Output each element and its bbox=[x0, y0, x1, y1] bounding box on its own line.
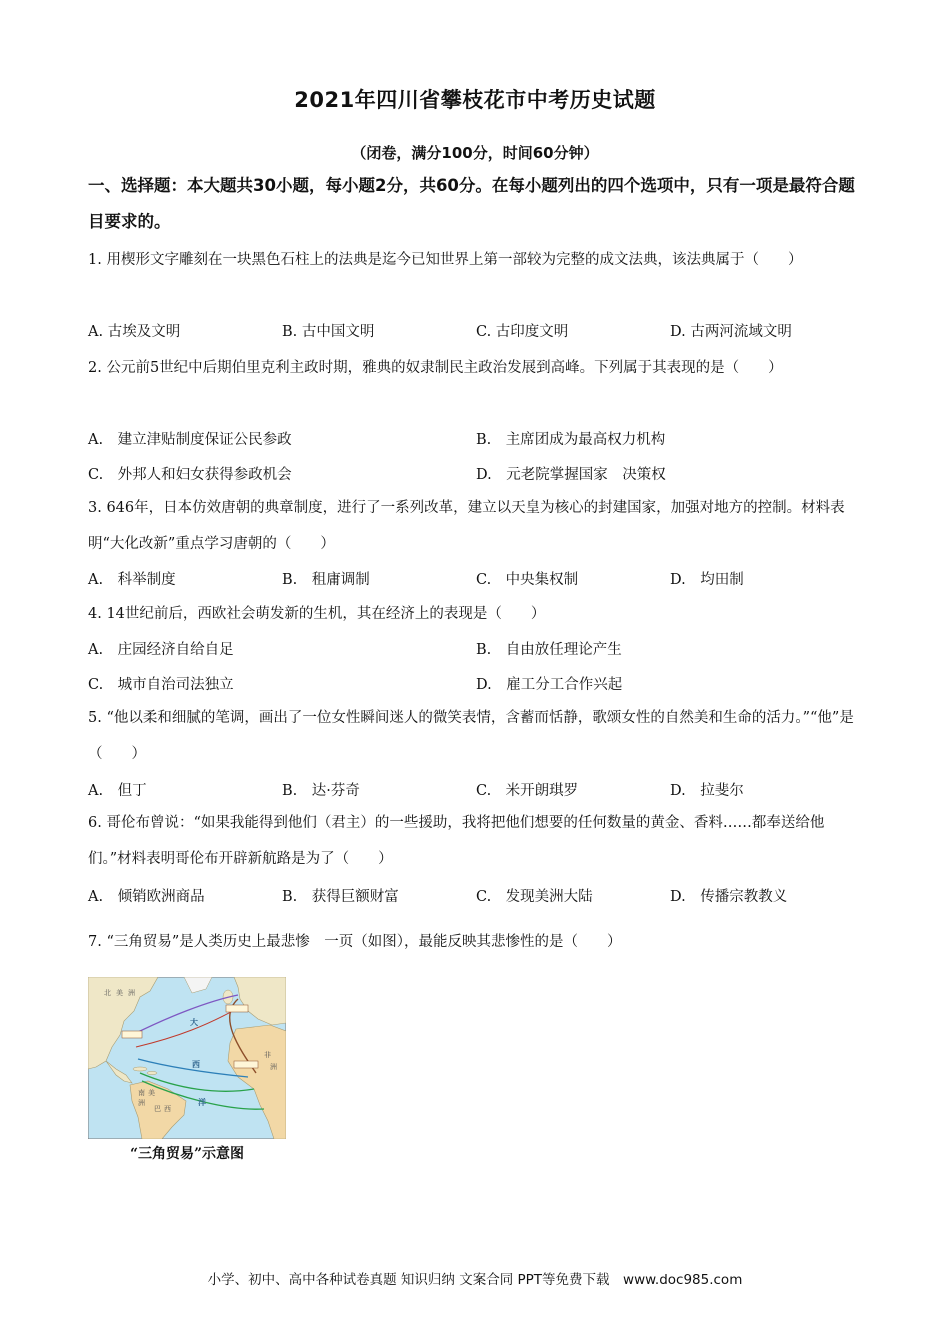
question-6-option-c: C. 发现美洲大陆 bbox=[476, 889, 593, 905]
question-4-option-c: C. 城市自治司法独立 bbox=[88, 677, 234, 693]
page-title: 2021年四川省攀枝花市中考历史试题 bbox=[294, 88, 656, 112]
question-2-option-b: B. 主席团成为最高权力机构 bbox=[476, 432, 666, 448]
question-7-stem: 7. “三角贸易”是人类历史上最悲惨 一页（如图），最能反映其悲惨性的是（ ） bbox=[88, 934, 622, 950]
question-2-option-c: C. 外邦人和妇女获得参政机会 bbox=[88, 467, 292, 483]
question-2-stem: 2. 公元前5世纪中后期伯里克利主政时期，雅典的奴隶制民主政治发展到高峰。下列属于其表现的是（ ） bbox=[88, 360, 783, 376]
map-label-north-america-1: 北 bbox=[104, 989, 111, 997]
map-label-atlantic-2: 西 bbox=[192, 1060, 200, 1069]
exam-subtitle: （闭卷，满分100分，时间60分钟） bbox=[351, 144, 599, 162]
question-6-option-a: A. 倾销欧洲商品 bbox=[88, 889, 205, 905]
map-label-north-america-3: 洲 bbox=[128, 989, 135, 997]
map-label-brazil-2: 西 bbox=[164, 1105, 171, 1113]
page-footer: 小学、初中、高中各种试卷真题 知识归纳 文案合同 PPT等免费下载 www.doc985.com bbox=[207, 1272, 743, 1288]
question-3-option-c: C. 中央集权制 bbox=[476, 572, 579, 588]
section-heading: 一、选择题：本大题共30小题，每小题2分，共60分。在每小题列出的四个选项中，只有一项是最符合题目要求的。 bbox=[88, 176, 855, 231]
question-3-option-d: D. 均田制 bbox=[670, 572, 744, 588]
figure-caption: “三角贸易”示意图 bbox=[129, 1146, 245, 1162]
question-6-options bbox=[88, 885, 868, 909]
question-5-options bbox=[88, 779, 868, 803]
question-1-options bbox=[88, 320, 868, 344]
question-4-stem: 4. 14世纪前后，西欧社会萌发新的生机，其在经济上的表现是（ ） bbox=[88, 606, 546, 622]
question-2-option-d: D. 元老院掌握国家 决策权 bbox=[476, 467, 666, 483]
question-1-option-a: A. 古埃及文明 bbox=[88, 324, 181, 340]
map-label-south-america-1: 南 bbox=[138, 1089, 145, 1097]
question-4-options-row1 bbox=[88, 638, 868, 662]
question-1-option-d: D. 古两河流域文明 bbox=[670, 324, 792, 340]
question-5-option-a: A. 但丁 bbox=[88, 783, 147, 799]
triangle-trade-map bbox=[88, 977, 286, 1139]
question-6-stem: 6. 哥伦布曾说：“如果我能得到他们（君主）的一些援助，我将把他们想要的任何数量的黄金、香料……都奉送给他们。”材料表明哥伦布开辟新航路是为了（ ） bbox=[88, 815, 825, 867]
question-5-option-b: B. 达·芬奇 bbox=[282, 783, 360, 799]
question-3-options bbox=[88, 568, 868, 592]
question-2-options-row2 bbox=[88, 463, 868, 487]
question-5-option-d: D. 拉斐尔 bbox=[670, 783, 744, 799]
question-5-option-c: C. 米开朗琪罗 bbox=[476, 783, 579, 799]
map-label-south-america-2: 美 bbox=[148, 1089, 155, 1097]
question-3-option-b: B. 租庸调制 bbox=[282, 572, 370, 588]
question-5-stem: 5. “他以柔和细腻的笔调，画出了一位女性瞬间迷人的微笑表情，含蓄而恬静，歌颂女性的自然美和生命的活力。”“他”是（ ） bbox=[88, 710, 854, 762]
question-3-stem: 3. 646年，日本仿效唐朝的典章制度，进行了一系列改革，建立以天皇为核心的封建国家，加强对地方的控制。材料表明“大化改新”重点学习唐朝的（ ） bbox=[88, 500, 845, 552]
map-label-africa-2: 洲 bbox=[270, 1063, 277, 1071]
map-label-south-america-3: 洲 bbox=[138, 1099, 145, 1107]
question-1-option-c: C. 古印度文明 bbox=[476, 324, 569, 340]
question-4-option-a: A. 庄园经济自给自足 bbox=[88, 642, 234, 658]
question-4-options-row2 bbox=[88, 673, 868, 697]
question-6-option-d: D. 传播宗教教义 bbox=[670, 889, 788, 905]
map-label-atlantic-3: 洋 bbox=[198, 1098, 206, 1107]
triangle-trade-map-svg bbox=[88, 977, 286, 1139]
question-2-option-a: A. 建立津贴制度保证公民参政 bbox=[88, 432, 292, 448]
question-4-option-b: B. 自由放任理论产生 bbox=[476, 642, 622, 658]
map-label-africa-1: 非 bbox=[264, 1051, 271, 1059]
map-label-atlantic-1: 大 bbox=[190, 1018, 198, 1027]
question-6-option-b: B. 获得巨额财富 bbox=[282, 889, 399, 905]
question-3-option-a: A. 科举制度 bbox=[88, 572, 176, 588]
question-1-stem: 1. 用楔形文字雕刻在一块黑色石柱上的法典是迄今已知世界上第一部较为完整的成文法典，该法典属于（ ） bbox=[88, 252, 803, 268]
question-2-options-row1 bbox=[88, 428, 868, 452]
question-4-option-d: D. 雇工分工合作兴起 bbox=[476, 677, 623, 693]
question-1-option-b: B. 古中国文明 bbox=[282, 324, 375, 340]
map-label-brazil-1: 巴 bbox=[154, 1105, 161, 1113]
map-label-north-america-2: 美 bbox=[116, 989, 123, 997]
